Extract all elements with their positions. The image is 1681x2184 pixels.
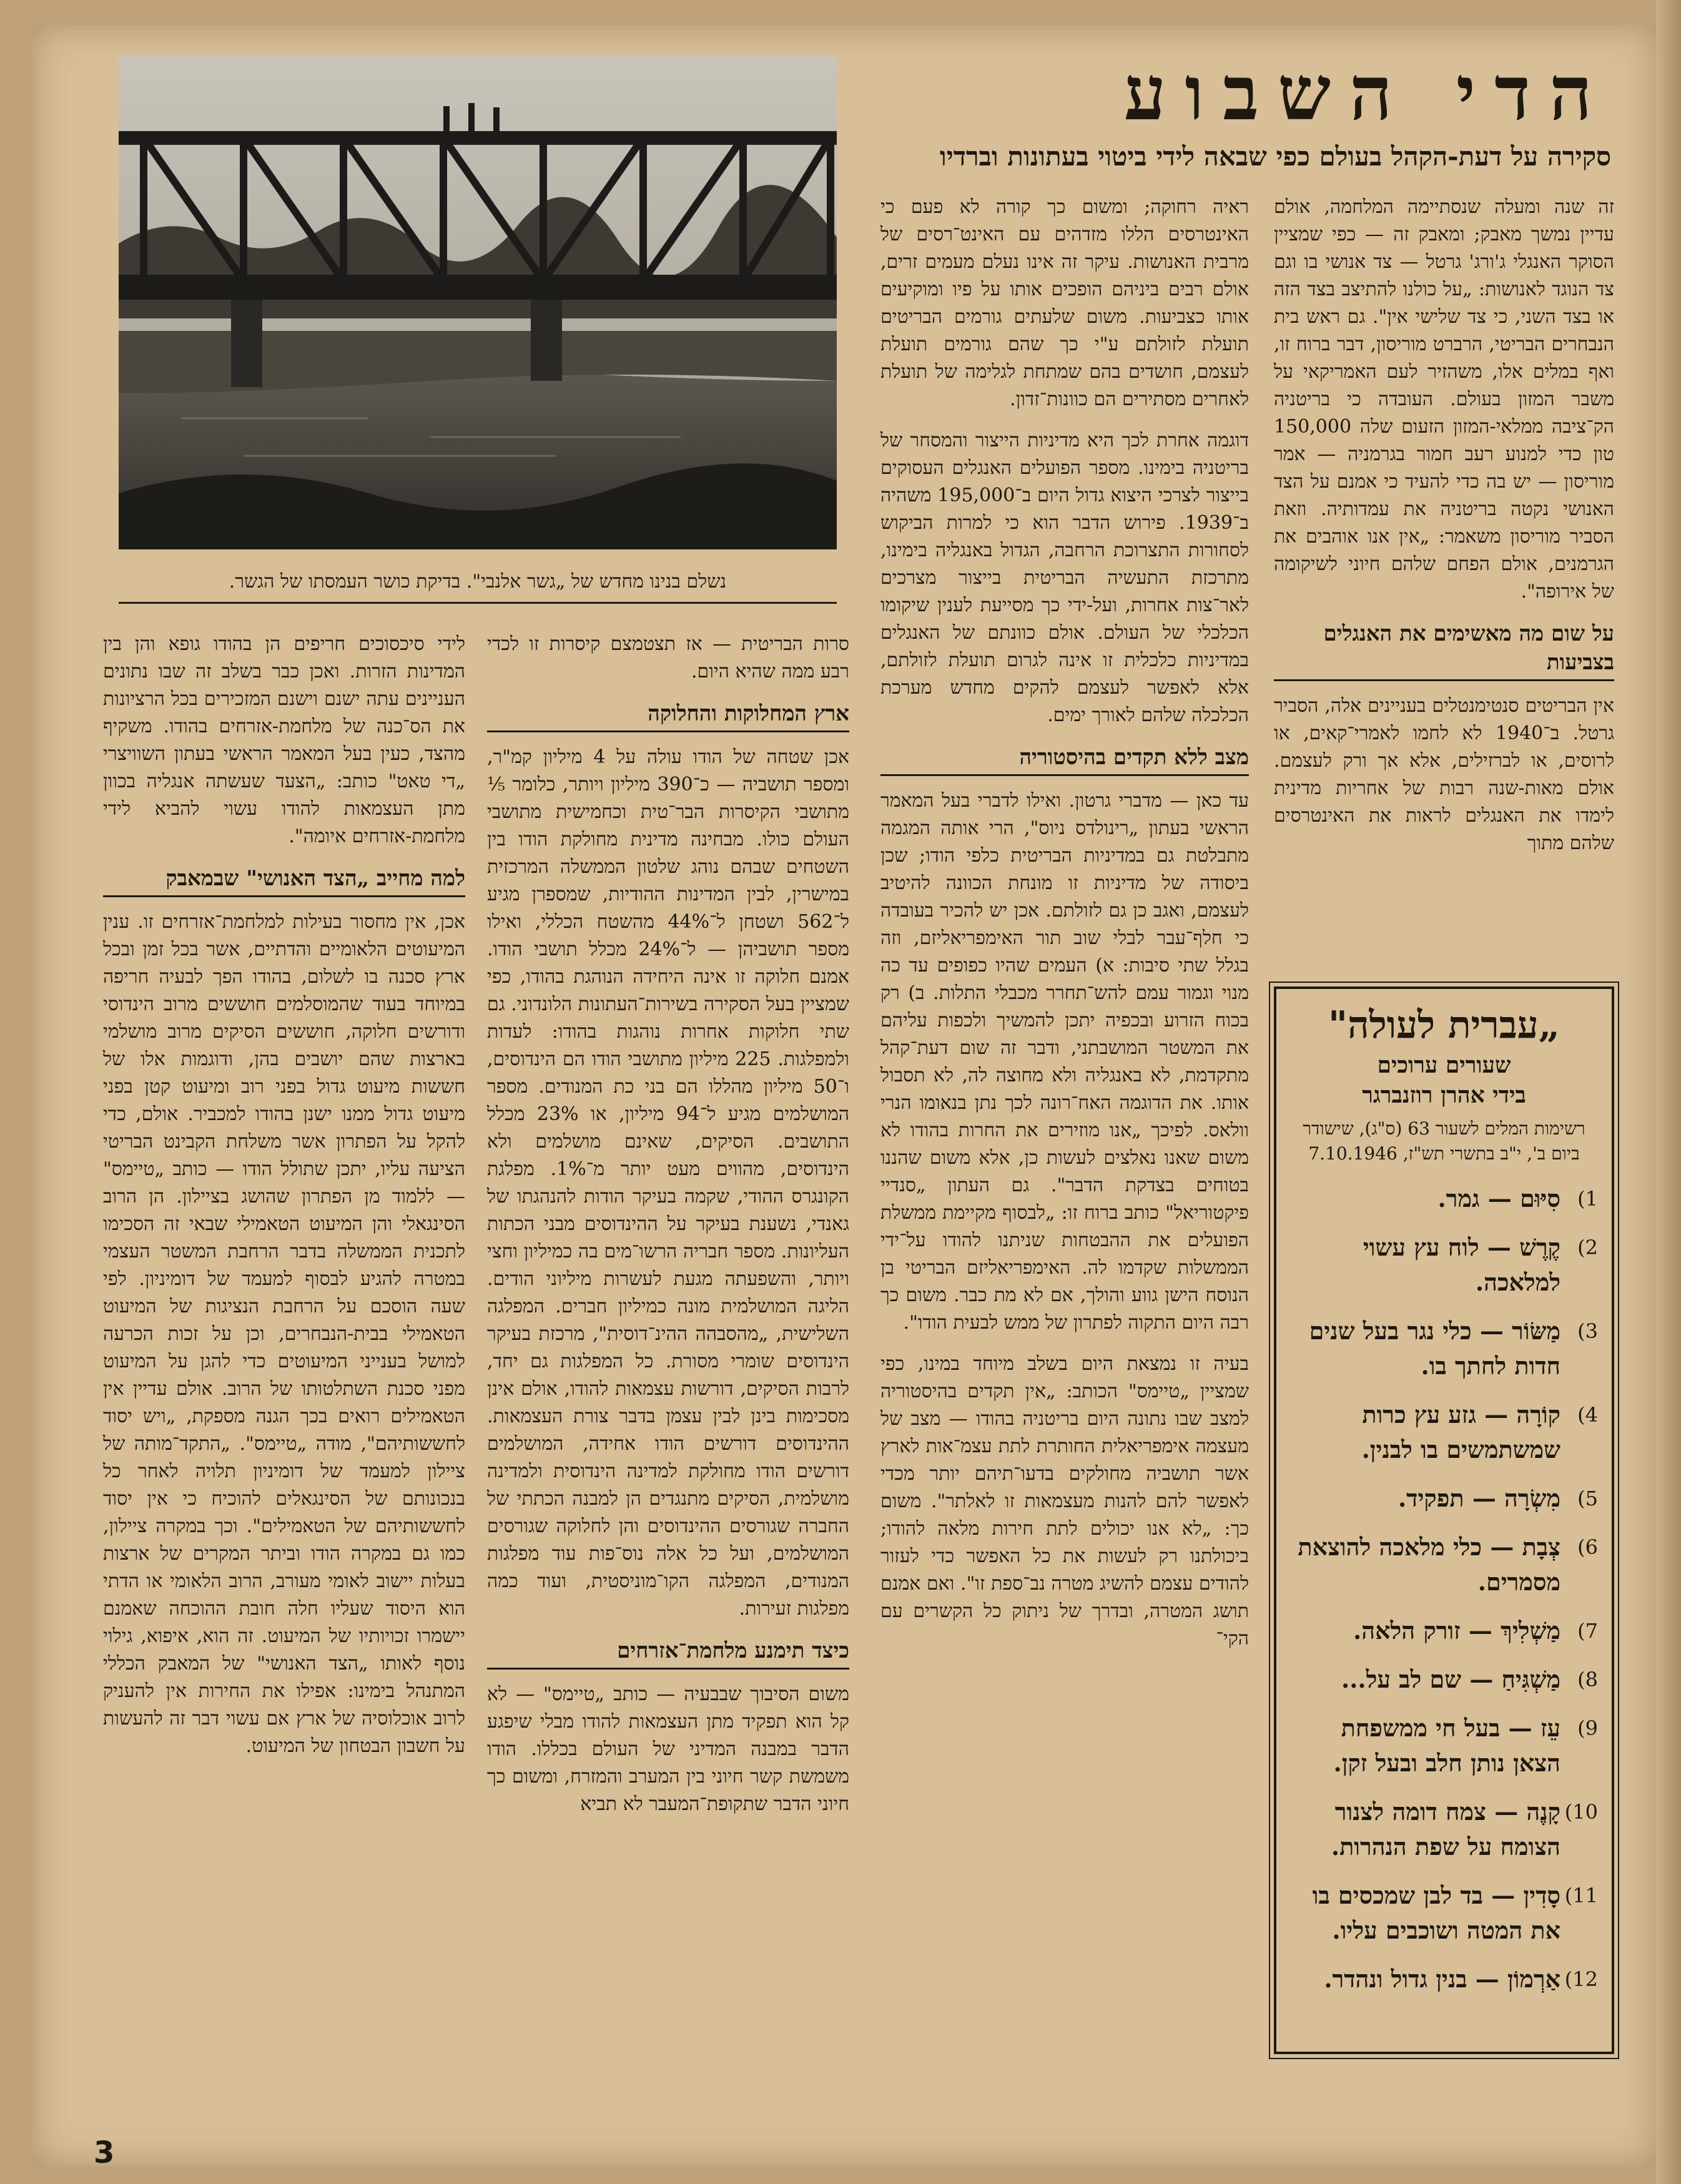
vocabulary-item-text: סָדִין — בד לבן שמכסים בו את המטה ושוכבים עליו. bbox=[1312, 1881, 1560, 1944]
page-number: 3 bbox=[94, 2135, 115, 2170]
vocabulary-item-number: 4) bbox=[1577, 1403, 1598, 1427]
box-title: „עברית לעולה" bbox=[1328, 1003, 1560, 1047]
box-subtitle: שעורים ערוכים bbox=[1377, 1052, 1511, 1078]
vocabulary-item bbox=[1290, 1314, 1598, 1384]
vocabulary-item-text: מַשְׁגִּיחַ — שם לב על... bbox=[1341, 1665, 1560, 1693]
paragraph: סרות הבריטית — אז תצטמצם קיסרות זו לכדי רבע ממה שהיא היום. bbox=[487, 633, 849, 682]
vocabulary-item bbox=[1290, 1613, 1598, 1648]
vocabulary-item-text: סִיּוּם — גמר. bbox=[1437, 1184, 1560, 1213]
vocabulary-item bbox=[1290, 1662, 1598, 1697]
page-edge bbox=[1656, 0, 1681, 2184]
vocabulary-item bbox=[1290, 1530, 1598, 1600]
box-author: בידי אהרן רוזנברגר bbox=[1362, 1082, 1526, 1108]
vocabulary-item bbox=[1290, 1794, 1598, 1864]
bridge-photo bbox=[119, 56, 837, 549]
vocabulary-item-number: 11) bbox=[1564, 1884, 1598, 1907]
vocabulary-box bbox=[1274, 986, 1614, 2054]
paragraph: עד כאן — מדברי גרטון. ואילו לדברי בעל המאמר הראשי בעתון „רינולדס ניוס", הרי אותה המגמה מתבלטת גם במדיניות הבריטית כלפי הודו; שכן ביסודה של מדיניות זו מונחת הכוונה להיטיב לעצמם, ואגב כן גם לזולתם. אכן יש להכיר בעובדה כי חלף־עבר לבלי שוב תור האימפריאליזם, וזה בגלל שתי סיבות: א) העמים שהיו כפופים עד כה מנוי וגמור עמם להש־תחרר מכבלי התלות. ב) רק בכוח הזרוע ובכפיה יתכן להמשיך ולכפות עליהם את המשטר המושבתני, ודבר זה שום דעת־קהל מתקדמת, לא באנגליה ולא מחוצה לה, לא תסבול אותו. את הדוגמה האח־רונה לכך נתן בנאומו הנרי וולאס. לפיכך „אנו מוזירים את החרות בהודו לא משום שאנו נאלצים לעשות כן, אלא משום שהננו בטוחים בצדקת הדבר". גם העתון „סנדיי פיקטוריאל" כותב ברוח זו: „לבסוף מקיימת ממשלת הפועלים את ההבטחות שניתנו להודו על־ידי הממשלות שקדמו לה. האימפריאליזם הבריטי בן הנוסח הישן גווע והולך, אם לא מת כבר. משום כך רבה היום התקוה לפתרון של ממש לבעית הודו". bbox=[880, 790, 1249, 1334]
vocabulary-item-number: 8) bbox=[1577, 1668, 1598, 1691]
vocabulary-item-text: קָנֶה — צמח דומה לצנור הצומח על שפת הנהרות. bbox=[1331, 1798, 1560, 1861]
vocabulary-item-text: מַשּׂוֹר — כלי נגר בעל שנים חדות לחתך בו. bbox=[1309, 1317, 1560, 1380]
section-heading: כיצד תימנע מלחמת־אזרחים bbox=[487, 1636, 849, 1670]
vocabulary-item bbox=[1290, 1481, 1598, 1516]
vocabulary-item-number: 5) bbox=[1577, 1487, 1598, 1510]
page-title: הדי השבוע bbox=[1123, 49, 1611, 137]
vocabulary-item-text: מִשְׂרָה — תפקיד. bbox=[1398, 1484, 1560, 1512]
column-right bbox=[1274, 194, 1614, 871]
paragraph: משום הסיבוך שבבעיה — כותב „טיימס" — לא קל הוא תפקיד מתן העצמאות להודו מבלי שיפגע הדבר במבנה המדיני של העולם בכללו. הודו משמשת קשר חיוני בין המערב והמזרח, ומשום כך חיוני הדבר שתקופת־המעבר לא תביא bbox=[487, 1683, 849, 1815]
vocabulary-item-text: קֶרֶשׁ — לוח עץ עשוי למלאכה. bbox=[1363, 1233, 1560, 1296]
section-heading: מצב ללא תקדים בהיסטוריה bbox=[880, 743, 1249, 776]
section-heading: ארץ המחלוקות והחלוקה bbox=[487, 699, 849, 732]
photo-caption: נשלם בנינו מחדש של „גשר אלנבי". בדיקת כושר העמסתו של הגשר. bbox=[119, 568, 837, 604]
paragraph: אין הבריטים סנטימנטלים בעניינים אלה, הסביר גרטל. ב־1940 לא לחמו לאמרי־קאים, או לרוסים, או לברזילים, אלא אך ורק לעצמם. אולם מאות-שנה רבות של אחריות מדינית לימדו את האנגלים לראות את האינטרסים שלהם מתוך bbox=[1274, 695, 1614, 854]
column-middle-top bbox=[880, 194, 1249, 1666]
paragraph: ראיה רחוקה; ומשום כך קורה לא פעם כי האינטרסים הללו מזדהים עם האינט־רסים של מרבית האנושות. עיקר זה אינו נעלם מעמים זרים, אולם רבים ביניהם הופכים אותו על פיו ומוקיעים אותו כצביעות. משום שלעתים גורמים הבריטים תועלת לזולתם ע"י כך שהם גורמים תועלת לעצמם, חושדים בהם שמתחת לגלימה של תועלת לאחרים מסתירים הם כוונות־זדון. bbox=[880, 196, 1249, 410]
paragraph: אכן, אין מחסור בעילות למלחמת־אזרחים זו. ענין המיעוטים הלאומיים והדתיים, אשר בכל זמן ובכל ארץ סכנה בו לשלום, בהודו הפך לבעיה חריפה במיוחד בעוד שהמוסלמים חוששים מרוב הינדוסי ודורשים חלוקה, חוששים הסיקים מרוב מושלמי בארצות שהם יושבים בהן, ודוגמות אלו של חששות מיעוט גדול בפני רוב ומיעוט קטן בפני מיעוט גדול ממנו ישנן בהודו למכביר. אולם, כדי להקל על הפתרון אשר משלחת הקבינט הבריטי הציעה עליו, יתכן שתולל הודו — כותב „טיימס" — ללמוד מן הפתרון שהושג בציילון. הן הרוב הסינגאלי והן המיעוט הטאמילי שבאי זה הסכימו לתכנית הממשלה בדבר הרחבת המשטר העצמי במטרה להגיע לבסוף למעמד של דומיניון. לפי שעה הוסכם על הרחבת הנציגות של המיעוט הטאמילי בבית-הנבחרים, וכן על זכות הכרעה למושל בענייני המיעוטים כדי להגן על המיעוט מפני סכנת השתלטותו של הרוב. אולם עדיין אין הטאמילים רואים בכך הגנה מספקת, „ויש יסוד לחששותיהם", מודה „טיימס". „התקד־מותה של ציילון למעמד של דומיניון תלויה לאחר כל בנכונותם של הסינגאלים להוכיח כי אין יסוד לחששותיהם של הטאמילים". וכך במקרה ציילון, כמו גם במקרה הודו וביתר המקרים של ארצות בעלות יישוב לאומי מעורב, הרוב הלאומי או הדתי הוא היסוד שעליו חלה חובת ההוכחה שאמנם יישמרו זכויותיו של המיעוט. זה הוא, איפוא, גילוי נוסף לאותו „הצד האנושי" של המאבק הכללי המתנהל בימינו: אפילו את החירות אין להעניק לרוב אוכלוסיה של ארץ אם עשוי דבר זה להעשות על חשבון הבטחון של המיעוט. bbox=[103, 911, 465, 1757]
vocabulary-item-text: מַשְׁלִיךְ — זורק הלאה. bbox=[1353, 1616, 1560, 1645]
paragraph: דוגמה אחרת לכך היא מדיניות הייצור והמסחר של בריטניה בימינו. מספר הפועלים האנגלים העסוקים בייצור לצרכי היצוא גדול היום ב־195,000 משהיה ב־1939. פירוש הדבר הוא כי למרות הביקוש לסחורות התצרוכת הרחבה, הגדול באנגליה בימינו, מתרכזת התעשיה הבריטית בייצור מצרכים לאר־צות אחרות, ועל-ידי כך מסייעת לענין שיקומו הכלכלי של העולם. אולם כוונתם של האנגלים במדיניות כלכלית זו אינה לגרום תועלת לזולתם, אלא לאפשר לעצמם להקים מחדש מערכת הכלכלה שלהם לאורך ימים. bbox=[880, 430, 1249, 726]
vocabulary-item-number: 1) bbox=[1577, 1187, 1598, 1211]
vocabulary-item-number: 10) bbox=[1564, 1800, 1598, 1824]
column-left bbox=[103, 631, 465, 1774]
vocabulary-item bbox=[1290, 1230, 1598, 1300]
section-heading: על שום מה מאשימים את האנגלים בצביעות bbox=[1274, 619, 1614, 681]
vocabulary-item-text: עֵז — בעל חי ממשפחת הצאן נותן חלב ובעל זקן. bbox=[1333, 1714, 1560, 1777]
vocabulary-item bbox=[1290, 1181, 1598, 1216]
section-heading: למה מחייב „הצד האנושי" שבמאבק bbox=[103, 864, 465, 897]
vocabulary-item-number: 9) bbox=[1577, 1716, 1598, 1740]
bridge-photo-image bbox=[119, 56, 837, 549]
vocabulary-item-text: צְבָת — כלי מלאכה להוצאת מסמרים. bbox=[1298, 1533, 1560, 1596]
vocabulary-item-number: 2) bbox=[1577, 1236, 1598, 1259]
vocabulary-item-number: 7) bbox=[1577, 1619, 1598, 1643]
vocabulary-item-text: קוֹרָה — גזע עץ כרות שמשתמשים בו לבנין. bbox=[1361, 1400, 1560, 1463]
vocabulary-item bbox=[1290, 1962, 1598, 1997]
paragraph: אכן שטחה של הודו עולה על 4 מיליון קמ"ר, ומספר תושביה — כ־390 מיליון ויותר, כלומר ⅕ מתושבי הקיסרות הבר־טית וכחמישית מתושבי העולם כולו. מבחינה מדינית מחולקת הודו בין השטחים שבהם נוהג שלטון הממשלה המרכזית במישרין, לבין המדינות ההודיות, שמספרן מגיע ל־562 ושטחן ל־44% מהשטח הכללי, ואילו מספר תושביהן — ל־24% מכלל תושבי הודו. אמנם חלוקה זו אינה היחידה הנוהגת בהודו, כפי שמציין בעל הסקירה בשירות־העתונות הלונדוני. גם שתי חלוקות אחרות נוהגות בהודו: לעדות ולמפלגות. 225 מיליון מתושבי הודו הם הינדוסים, ו־50 מיליון מהללו הם בני כת המנודים. מספר המושלמים מגיע ל־94 מיליון, או 23% מכלל התושבים. הסיקים, שאינם מושלמים ולא הינדוסים, מהווים מעט יותר מ־1%. מפלגת הקונגרס ההודי, שקמה בעיקר הודות להנהגתו של גאנדי, נשענת בעיקר על ההינדוסים מבני הכתות העליונות. מספר חבריה הרשו־מים בה כמיליון וחצי ויותר, והשפעתה מגעת לעשרות מיליוני הודים. הליגה המושלמית מונה כמיליון חברים. המפלגה השלישית, „מהסבהה ההינ־דוסית", מרכזת בעיקר הינדוסים שומרי מסורת. כל המפלגות גם יחד, לרבות הסיקים, דורשות עצמאות להודו, אולם אינן מסכימות בינן לבין עצמן בדבר צורת העצמאות. ההינדוסים דורשים הודו אחידה, המושלמים דורשים הודו מחולקת למדינה הינדוסית ולמדינה מושלמית, הסיקים מתנגדים הן למבנה הכתתי של החברה שגורסים ההינדוסים והן לחלוקה שגורסים המושלמים, ועל כל אלה נוס־פות עוד מפלגות המנודים, המפלגה הקו־מוניסטית, ועוד כמה מפלגות זעירות. bbox=[487, 746, 849, 1620]
paragraph: זה שנה ומעלה שנסתיימה המלחמה, אולם עדיין נמשך מאבק; ומאבק זה — כפי שמציין הסוקר האנגלי ג'ורג' גרטל — צד אנושי בו וגם צד הנוגד לאנושות: „על כולנו להתיצב בצד הזה או בצד השני, כי צד שלישי אין". גם ראש בית הנבחרים הבריטי, הרברט מוריסון, דבר ברוח זו, ואף במלים אלו, משהזיר לעם האמריקאי על משבר המזון בעולם. העובדה כי בריטניה הק־ציבה ממלאי-המזון הזעום שלה 150,000 טון כדי למנוע רעב חמור בגרמניה — אמר מוריסון — יש בה כדי להעיד כי אמנם על הצד האנושי נקטה בריטניה את עמדותיה. וזאת הסביר מוריסון משאמר: „אין אנו אוהבים את הגרמנים, אולם הפחם שלהם חיוני לשיקומה של אירופה". bbox=[1274, 196, 1614, 603]
vocabulary-item bbox=[1290, 1878, 1598, 1948]
vocabulary-item-number: 6) bbox=[1577, 1535, 1598, 1559]
vocabulary-item-number: 12) bbox=[1564, 1967, 1598, 1991]
vocabulary-item-number: 3) bbox=[1577, 1319, 1598, 1343]
vocabulary-item bbox=[1290, 1711, 1598, 1781]
page-subtitle: סקירה על דעת-הקהל בעולם כפי שבאה לידי ביטוי בעתונות וברדיו bbox=[940, 141, 1611, 172]
vocabulary-item bbox=[1290, 1397, 1598, 1467]
paragraph: בעיה זו נמצאת היום בשלב מיוחד במינו, כפי שמציין „טיימס" הכותב: „אין תקדים בהיסטוריה למצב שבו נתונה היום בריטניה בהודו — מצב של מעצמה אימפריאלית החותרת לתת עצמ־אות לארץ אשר תושביה מחולקים בדעו־תיהם יותר מכדי לאפשר להם להנות מעצמאות זו לאלתר". משום כך: „לא אנו יכולים לתת חירות מלאה להודו; ביכולתנו רק לעשות את כל האפשר כדי לעזור להודים עצמם להשיג מטרה נב־ספת זו". ואם אמנם תושג המטרה, ובדרך של ניתוק כל הקשרים עם הקי־ bbox=[880, 1353, 1249, 1650]
column-middle-bottom bbox=[487, 631, 849, 1832]
vocabulary-item-text: אַרְמוֹן — בנין גדול ונהדר. bbox=[1324, 1965, 1560, 1993]
vocabulary-list bbox=[1290, 1181, 1598, 1997]
masthead bbox=[887, 50, 1611, 176]
box-broadcast-info: רשימות המלים לשעור 63 (ס"ג), שישודר ביום ב', י"ב בתשרי תש"ז, 7.10.1946 bbox=[1303, 1118, 1585, 1164]
paragraph: לידי סיכסוכים חריפים הן בהודו גופא והן בין המדינות הזרות. ואכן כבר בשלב זה שבו נתונים העניינים עתה ישנם וישנם המזכירים בכל הרציונות את הס־כנה של מלחמת-אזרחים בהודו. משקיף מהצד, כעין בעל המאמר הראשי בעתון השוויצרי „די טאט" כותב: „הצעד שעשתה אנגליה בכוון מתן העצמאות להודו עשוי להביא לידי מלחמת-אזרחים איומה". bbox=[103, 633, 465, 847]
